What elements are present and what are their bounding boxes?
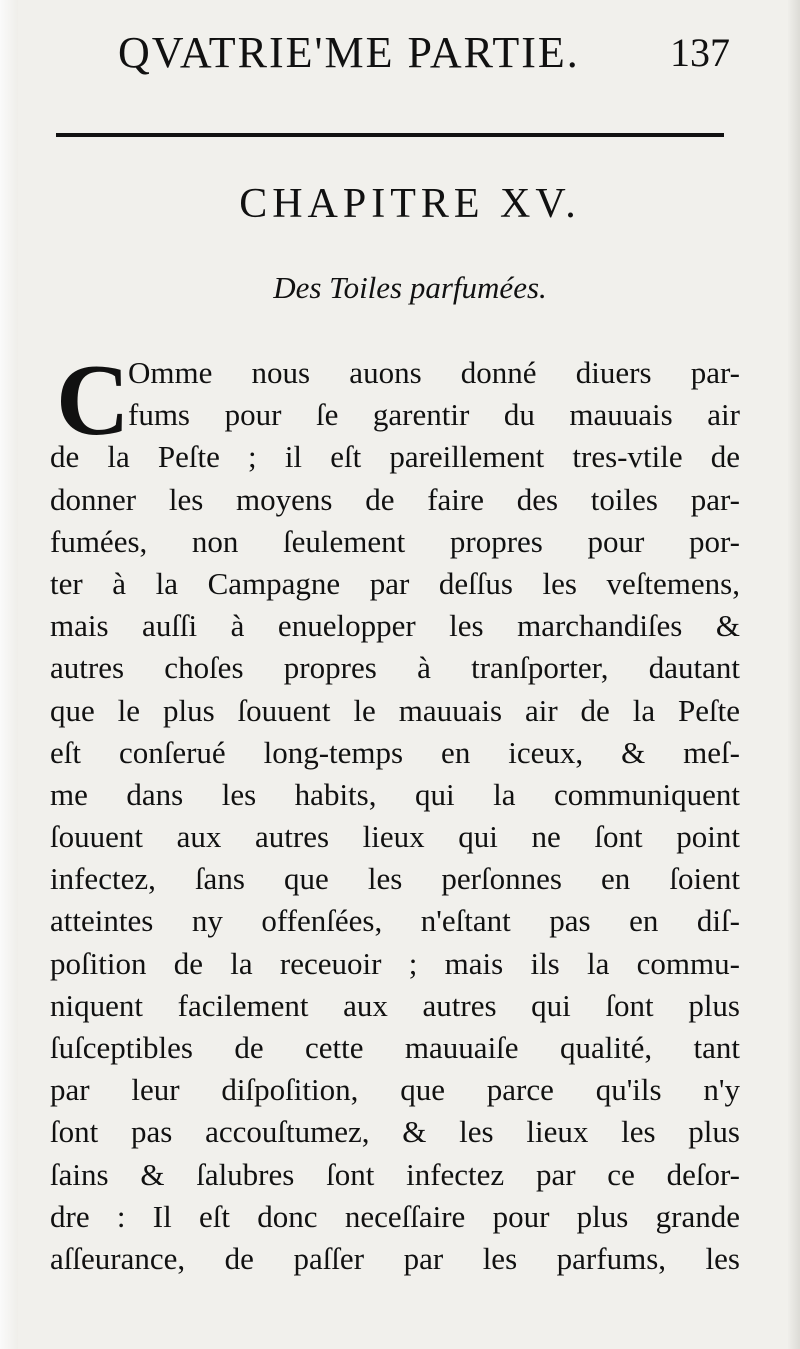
page-header <box>110 28 730 78</box>
text-line: atteintes ny offenſées, n'eſtant pas en diſ- <box>50 903 740 939</box>
text-line: mais auſſi à enuelopper les marchandiſes & <box>50 608 740 644</box>
chapter-subtitle: Des Toiles parfumées. <box>273 270 547 305</box>
text-line: infectez, ſans que les perſonnes en ſoient <box>50 861 740 897</box>
text-line: ſuſceptibles de cette mauuaiſe qualité, tant <box>50 1030 740 1065</box>
text-line: que le plus ſouuent le mauuais air de la Peſte <box>50 692 740 728</box>
text-line: eſt conſerué long-temps en iceux, & meſ- <box>50 734 740 770</box>
text-line: fums pour ſe garentir du mauuais air <box>128 397 740 433</box>
body-text <box>50 344 740 1280</box>
text-line: niquent facilement aux autres qui ſont plus <box>50 987 740 1023</box>
text-line: dre : Il eſt donc neceſſaire pour plus grande <box>50 1198 740 1234</box>
text-line: par leur diſpoſition, que parce qu'ils n'y <box>50 1072 740 1108</box>
chapter-title: CHAPITRE XV. <box>239 181 581 227</box>
header-rule <box>56 133 724 137</box>
drop-cap: C <box>56 344 130 457</box>
running-title: QVATRIE'ME PARTIE. <box>118 28 580 77</box>
text-line: fumées, non ſeulement propres pour por- <box>50 523 740 559</box>
text-line: de la Peſte ; il eſt pareillement tres-vtile de <box>50 439 740 475</box>
text-line: ſont pas accouſtumez, & les lieux les plus <box>50 1114 740 1150</box>
text-line: ſains & ſalubres ſont infectez par ce deſor- <box>50 1156 740 1192</box>
text-line: poſition de la receuoir ; mais ils la commu- <box>50 945 740 981</box>
text-line: autres choſes propres à tranſporter, dautant <box>50 650 740 686</box>
text-line: donner les moyens de faire des toiles par- <box>50 481 740 517</box>
text-line: Omme nous auons donné diuers par- <box>128 355 740 390</box>
text-line: ter à la Campagne par deſſus les veſtemens, <box>50 565 740 601</box>
text-line: aſſeurance, de paſſer par les parfums, les <box>50 1240 740 1276</box>
text-line: me dans les habits, qui la communiquent <box>50 776 740 812</box>
page-number: 137 <box>670 30 730 75</box>
text-line: ſouuent aux autres lieux qui ne ſont point <box>50 819 740 855</box>
